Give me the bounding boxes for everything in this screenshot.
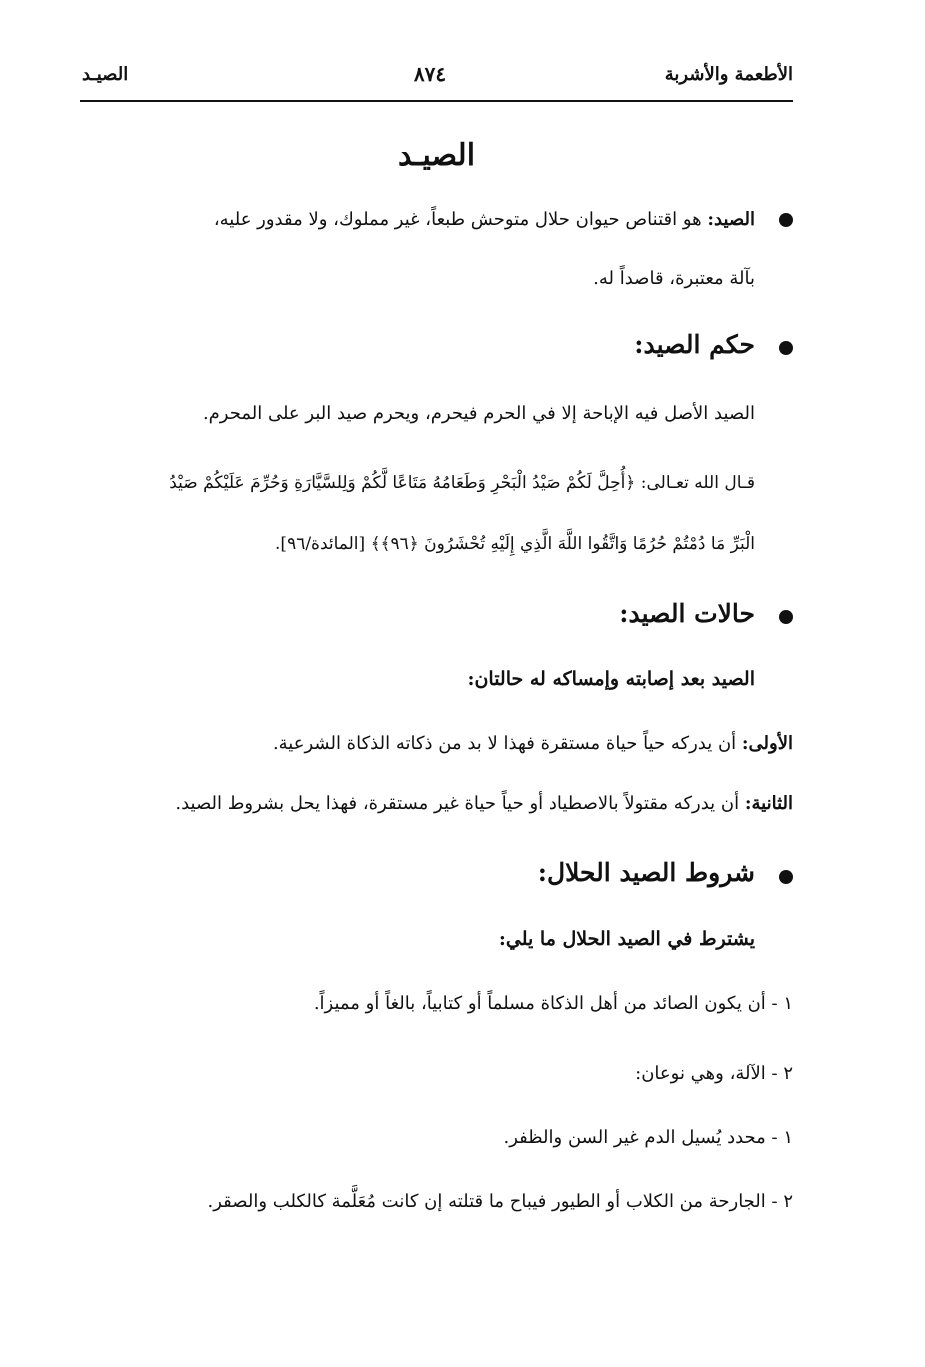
case-first-text: أن يدركه حياً حياة مستقرة فهذا لا بد من ذكاته الذكاة الشرعية. — [272, 733, 737, 754]
case-first-label: الأولى: — [741, 733, 793, 754]
definition-line-1 — [80, 206, 755, 234]
tool-type-1: ١ - محدد يُسيل الدم غير السن والظفر. — [503, 1127, 793, 1148]
case-second — [80, 790, 793, 818]
condition-item-2: ٢ - الآلة، وهي نوعان: — [635, 1063, 793, 1084]
definition-label: الصيد: — [707, 209, 755, 230]
page-number: ٨٧٤ — [413, 62, 447, 86]
bullet-conditions — [779, 870, 793, 884]
quran-verse-line-2: الْبَرِّ مَا دُمْتُمْ حُرُمًا وَاتَّقُوا اللَّهَ الَّذِي إِلَيْهِ تُحْشَرُونَ ﴿٩٦﴾﴾ [المائدة/٩٦]. — [275, 534, 755, 554]
conditions-heading: شروط الصيد الحلال: — [537, 858, 755, 887]
conditions-intro: يشترط في الصيد الحلال ما يلي: — [498, 928, 755, 950]
bullet-ruling — [779, 341, 793, 355]
quran-verse-line-1: قـال الله تعـالى: ﴿أُحِلَّ لَكُمْ صَيْدُ الْبَحْرِ وَطَعَامُهُ مَتَاعًا لَّكُمْ وَلِلسَّيَّارَةِ وَحُرِّمَ عَلَيْكُمْ صَيْدُ — [169, 473, 755, 493]
case-first — [80, 730, 793, 758]
condition-item-1: ١ - أن يكون الصائد من أهل الذكاة مسلماً أو كتابياً، بالغاً أو مميزاً. — [313, 993, 793, 1014]
ruling-heading: حكم الصيد: — [634, 330, 755, 359]
bullet-cases — [779, 610, 793, 624]
definition-line-2: بآلة معتبرة، قاصداً له. — [593, 268, 755, 289]
definition-text: هو اقتناص حيوان حلال متوحش طبعاً، غير مملوك، ولا مقدور عليه، — [213, 209, 702, 230]
ruling-text: الصيد الأصل فيه الإباحة إلا في الحرم فيحرم، ويحرم صيد البر على المحرم. — [202, 403, 755, 424]
tool-type-2: ٢ - الجارحة من الكلاب أو الطيور فيباح ما قتلته إن كانت مُعَلَّمة كالكلب والصقر. — [207, 1191, 793, 1212]
cases-intro: الصيد بعد إصابته وإمساكه له حالتان: — [467, 668, 755, 690]
header-rule — [80, 100, 793, 102]
case-second-text: أن يدركه مقتولاً بالاصطياد أو حياً حياة غير مستقرة، فهذا يحل بشروط الصيد. — [175, 793, 740, 814]
cases-heading: حالات الصيد: — [619, 599, 755, 628]
bullet-definition — [779, 213, 793, 227]
running-header-chapter: الصيـد — [82, 64, 129, 85]
page-title: الصيـد — [397, 138, 476, 173]
running-header-section: الأطعمة والأشربة — [664, 64, 793, 85]
case-second-label: الثانية: — [744, 793, 793, 814]
